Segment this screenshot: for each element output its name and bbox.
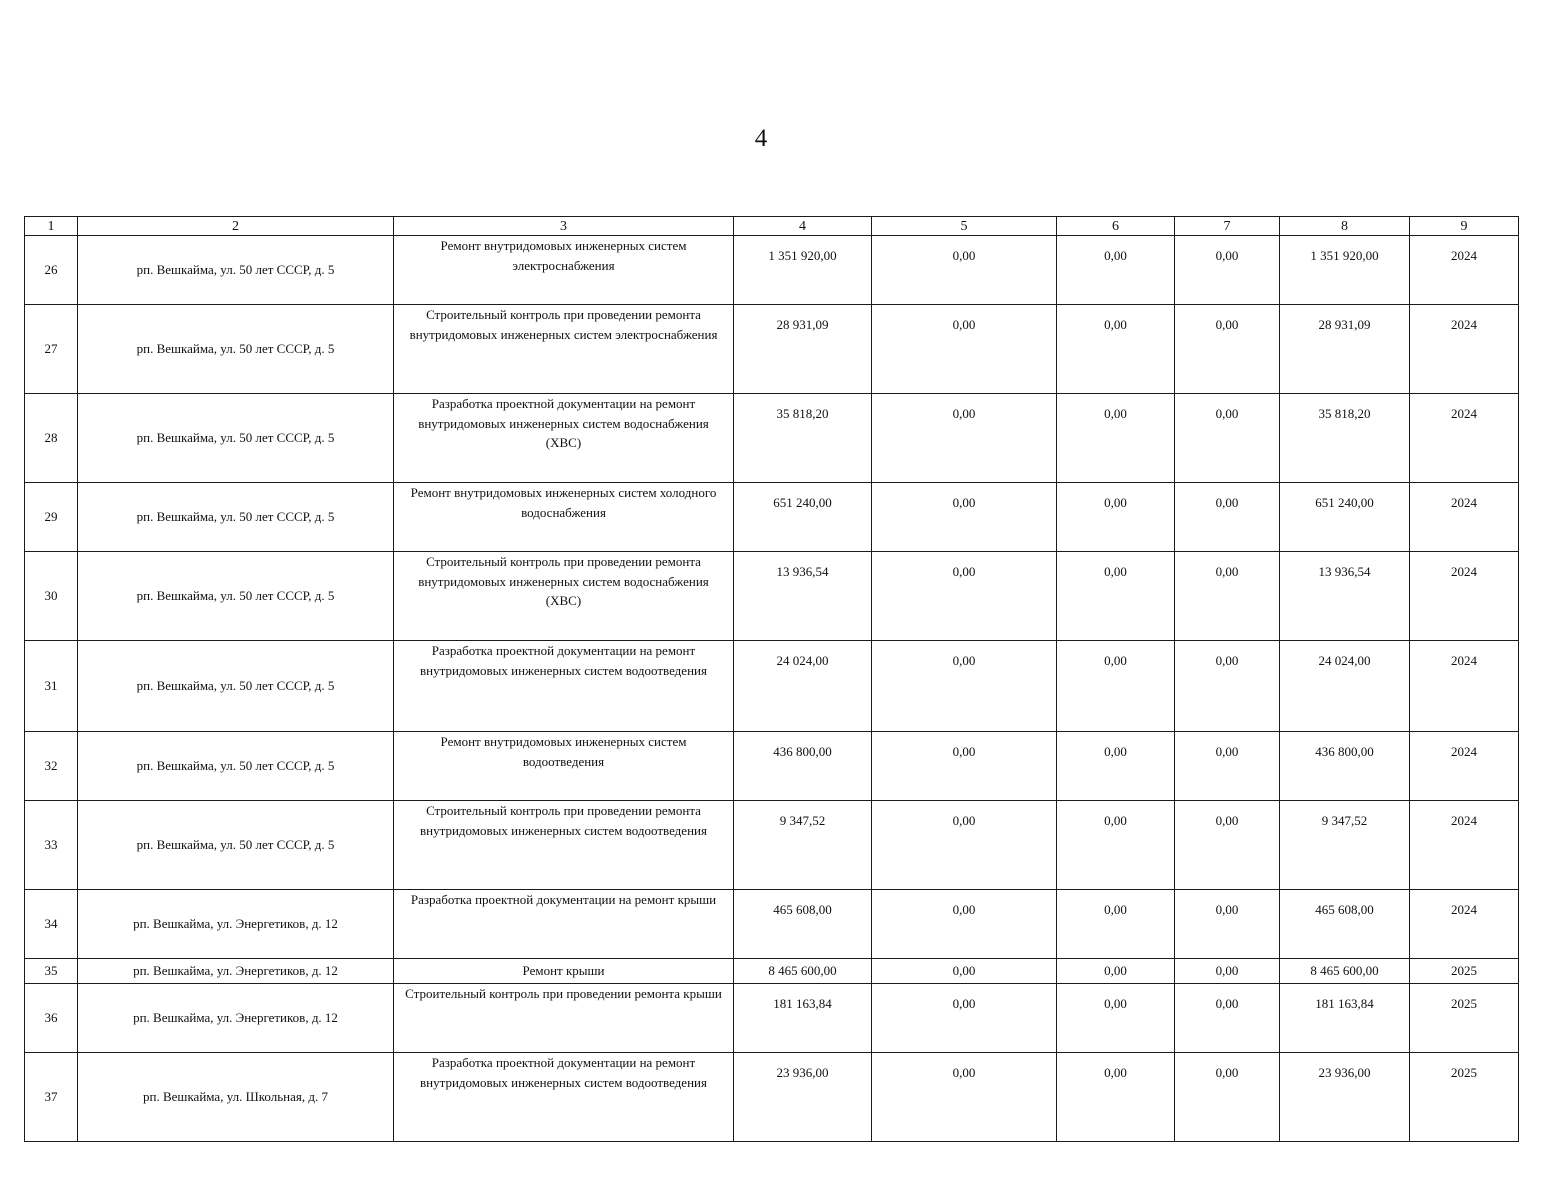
table-row <box>25 641 1519 732</box>
amount-col6-cell: 0,00 <box>1057 394 1175 483</box>
work-type-cell: Разработка проектной документации на ремонт крыши <box>394 890 734 959</box>
amount-col4-cell: 8 465 600,00 <box>734 959 872 984</box>
amount-col6-cell: 0,00 <box>1057 483 1175 552</box>
amount-col8-cell: 181 163,84 <box>1280 984 1410 1053</box>
amount-col6-cell: 0,00 <box>1057 1053 1175 1142</box>
amount-col6-cell: 0,00 <box>1057 890 1175 959</box>
work-type-cell: Разработка проектной документации на ремонт внутридомовых инженерных систем водоотведения <box>394 1053 734 1142</box>
amount-col8-cell: 436 800,00 <box>1280 732 1410 801</box>
work-type-cell: Разработка проектной документации на ремонт внутридомовых инженерных систем водоотведения <box>394 641 734 732</box>
amount-col6-cell: 0,00 <box>1057 641 1175 732</box>
amount-col4-cell: 35 818,20 <box>734 394 872 483</box>
amount-col8-cell: 24 024,00 <box>1280 641 1410 732</box>
amount-col4-cell: 28 931,09 <box>734 305 872 394</box>
amount-col8-cell: 651 240,00 <box>1280 483 1410 552</box>
amount-col5-cell: 0,00 <box>872 959 1057 984</box>
row-number-cell: 26 <box>25 236 78 305</box>
year-cell: 2025 <box>1410 959 1519 984</box>
amount-col7-cell: 0,00 <box>1175 984 1280 1053</box>
year-cell: 2024 <box>1410 552 1519 641</box>
amount-col7-cell: 0,00 <box>1175 890 1280 959</box>
amount-col6-cell: 0,00 <box>1057 305 1175 394</box>
amount-col4-cell: 181 163,84 <box>734 984 872 1053</box>
table-row <box>25 305 1519 394</box>
work-type-cell: Ремонт внутридомовых инженерных систем электроснабжения <box>394 236 734 305</box>
work-type-cell: Ремонт внутридомовых инженерных систем холодного водоснабжения <box>394 483 734 552</box>
table-row <box>25 984 1519 1053</box>
table-row <box>25 801 1519 890</box>
column-number-cell: 6 <box>1057 217 1175 236</box>
year-cell: 2024 <box>1410 641 1519 732</box>
year-cell: 2025 <box>1410 984 1519 1053</box>
row-number-cell: 36 <box>25 984 78 1053</box>
address-cell: рп. Вешкайма, ул. Энергетиков, д. 12 <box>78 890 394 959</box>
amount-col8-cell: 23 936,00 <box>1280 1053 1410 1142</box>
amount-col5-cell: 0,00 <box>872 1053 1057 1142</box>
amount-col5-cell: 0,00 <box>872 552 1057 641</box>
amount-col4-cell: 9 347,52 <box>734 801 872 890</box>
amount-col8-cell: 35 818,20 <box>1280 394 1410 483</box>
year-cell: 2024 <box>1410 732 1519 801</box>
table-row <box>25 394 1519 483</box>
table-row <box>25 552 1519 641</box>
table-row <box>25 732 1519 801</box>
column-number-row <box>25 217 1519 236</box>
amount-col8-cell: 9 347,52 <box>1280 801 1410 890</box>
column-number-cell: 2 <box>78 217 394 236</box>
table-row <box>25 959 1519 984</box>
amount-col7-cell: 0,00 <box>1175 959 1280 984</box>
row-number-cell: 27 <box>25 305 78 394</box>
amount-col8-cell: 28 931,09 <box>1280 305 1410 394</box>
row-number-cell: 37 <box>25 1053 78 1142</box>
table-row <box>25 483 1519 552</box>
amount-col6-cell: 0,00 <box>1057 959 1175 984</box>
column-number-cell: 4 <box>734 217 872 236</box>
amount-col8-cell: 8 465 600,00 <box>1280 959 1410 984</box>
row-number-cell: 29 <box>25 483 78 552</box>
amount-col6-cell: 0,00 <box>1057 236 1175 305</box>
amount-col4-cell: 436 800,00 <box>734 732 872 801</box>
row-number-cell: 32 <box>25 732 78 801</box>
amount-col6-cell: 0,00 <box>1057 801 1175 890</box>
amount-col7-cell: 0,00 <box>1175 552 1280 641</box>
table-row <box>25 236 1519 305</box>
amount-col5-cell: 0,00 <box>872 394 1057 483</box>
amount-col7-cell: 0,00 <box>1175 801 1280 890</box>
address-cell: рп. Вешкайма, ул. 50 лет СССР, д. 5 <box>78 641 394 732</box>
column-number-cell: 3 <box>394 217 734 236</box>
amount-col7-cell: 0,00 <box>1175 1053 1280 1142</box>
address-cell: рп. Вешкайма, ул. 50 лет СССР, д. 5 <box>78 305 394 394</box>
amount-col7-cell: 0,00 <box>1175 236 1280 305</box>
address-cell: рп. Вешкайма, ул. 50 лет СССР, д. 5 <box>78 801 394 890</box>
amount-col5-cell: 0,00 <box>872 305 1057 394</box>
amount-col4-cell: 1 351 920,00 <box>734 236 872 305</box>
address-cell: рп. Вешкайма, ул. 50 лет СССР, д. 5 <box>78 394 394 483</box>
amount-col4-cell: 13 936,54 <box>734 552 872 641</box>
address-cell: рп. Вешкайма, ул. 50 лет СССР, д. 5 <box>78 236 394 305</box>
year-cell: 2024 <box>1410 483 1519 552</box>
column-number-cell: 5 <box>872 217 1057 236</box>
amount-col5-cell: 0,00 <box>872 984 1057 1053</box>
work-type-cell: Разработка проектной документации на ремонт внутридомовых инженерных систем водоснабжения (ХВС) <box>394 394 734 483</box>
amount-col5-cell: 0,00 <box>872 483 1057 552</box>
address-cell: рп. Вешкайма, ул. Школьная, д. 7 <box>78 1053 394 1142</box>
amount-col7-cell: 0,00 <box>1175 305 1280 394</box>
table-row <box>25 890 1519 959</box>
address-cell: рп. Вешкайма, ул. 50 лет СССР, д. 5 <box>78 552 394 641</box>
amount-col7-cell: 0,00 <box>1175 483 1280 552</box>
row-number-cell: 28 <box>25 394 78 483</box>
amount-col4-cell: 23 936,00 <box>734 1053 872 1142</box>
amount-col5-cell: 0,00 <box>872 801 1057 890</box>
address-cell: рп. Вешкайма, ул. 50 лет СССР, д. 5 <box>78 483 394 552</box>
row-number-cell: 35 <box>25 959 78 984</box>
row-number-cell: 31 <box>25 641 78 732</box>
work-type-cell: Строительный контроль при проведении ремонта внутридомовых инженерных систем электроснабжения <box>394 305 734 394</box>
year-cell: 2025 <box>1410 1053 1519 1142</box>
column-number-cell: 7 <box>1175 217 1280 236</box>
amount-col4-cell: 651 240,00 <box>734 483 872 552</box>
address-cell: рп. Вешкайма, ул. 50 лет СССР, д. 5 <box>78 732 394 801</box>
works-table <box>24 216 1519 1142</box>
amount-col7-cell: 0,00 <box>1175 732 1280 801</box>
amount-col6-cell: 0,00 <box>1057 552 1175 641</box>
work-type-cell: Строительный контроль при проведении ремонта внутридомовых инженерных систем водоснабжения (ХВС) <box>394 552 734 641</box>
amount-col8-cell: 1 351 920,00 <box>1280 236 1410 305</box>
work-type-cell: Строительный контроль при проведении ремонта крыши <box>394 984 734 1053</box>
column-number-cell: 8 <box>1280 217 1410 236</box>
amount-col6-cell: 0,00 <box>1057 984 1175 1053</box>
year-cell: 2024 <box>1410 801 1519 890</box>
amount-col5-cell: 0,00 <box>872 641 1057 732</box>
year-cell: 2024 <box>1410 236 1519 305</box>
amount-col5-cell: 0,00 <box>872 732 1057 801</box>
amount-col5-cell: 0,00 <box>872 890 1057 959</box>
row-number-cell: 34 <box>25 890 78 959</box>
amount-col6-cell: 0,00 <box>1057 732 1175 801</box>
table-row <box>25 1053 1519 1142</box>
column-number-cell: 1 <box>25 217 78 236</box>
year-cell: 2024 <box>1410 890 1519 959</box>
amount-col8-cell: 13 936,54 <box>1280 552 1410 641</box>
page-number: 4 <box>754 125 768 152</box>
work-type-cell: Строительный контроль при проведении ремонта внутридомовых инженерных систем водоотведения <box>394 801 734 890</box>
row-number-cell: 30 <box>25 552 78 641</box>
amount-col7-cell: 0,00 <box>1175 641 1280 732</box>
year-cell: 2024 <box>1410 305 1519 394</box>
amount-col5-cell: 0,00 <box>872 236 1057 305</box>
work-type-cell: Ремонт внутридомовых инженерных систем водоотведения <box>394 732 734 801</box>
amount-col4-cell: 465 608,00 <box>734 890 872 959</box>
amount-col8-cell: 465 608,00 <box>1280 890 1410 959</box>
address-cell: рп. Вешкайма, ул. Энергетиков, д. 12 <box>78 984 394 1053</box>
row-number-cell: 33 <box>25 801 78 890</box>
work-type-cell: Ремонт крыши <box>394 959 734 984</box>
address-cell: рп. Вешкайма, ул. Энергетиков, д. 12 <box>78 959 394 984</box>
year-cell: 2024 <box>1410 394 1519 483</box>
amount-col7-cell: 0,00 <box>1175 394 1280 483</box>
amount-col4-cell: 24 024,00 <box>734 641 872 732</box>
column-number-cell: 9 <box>1410 217 1519 236</box>
